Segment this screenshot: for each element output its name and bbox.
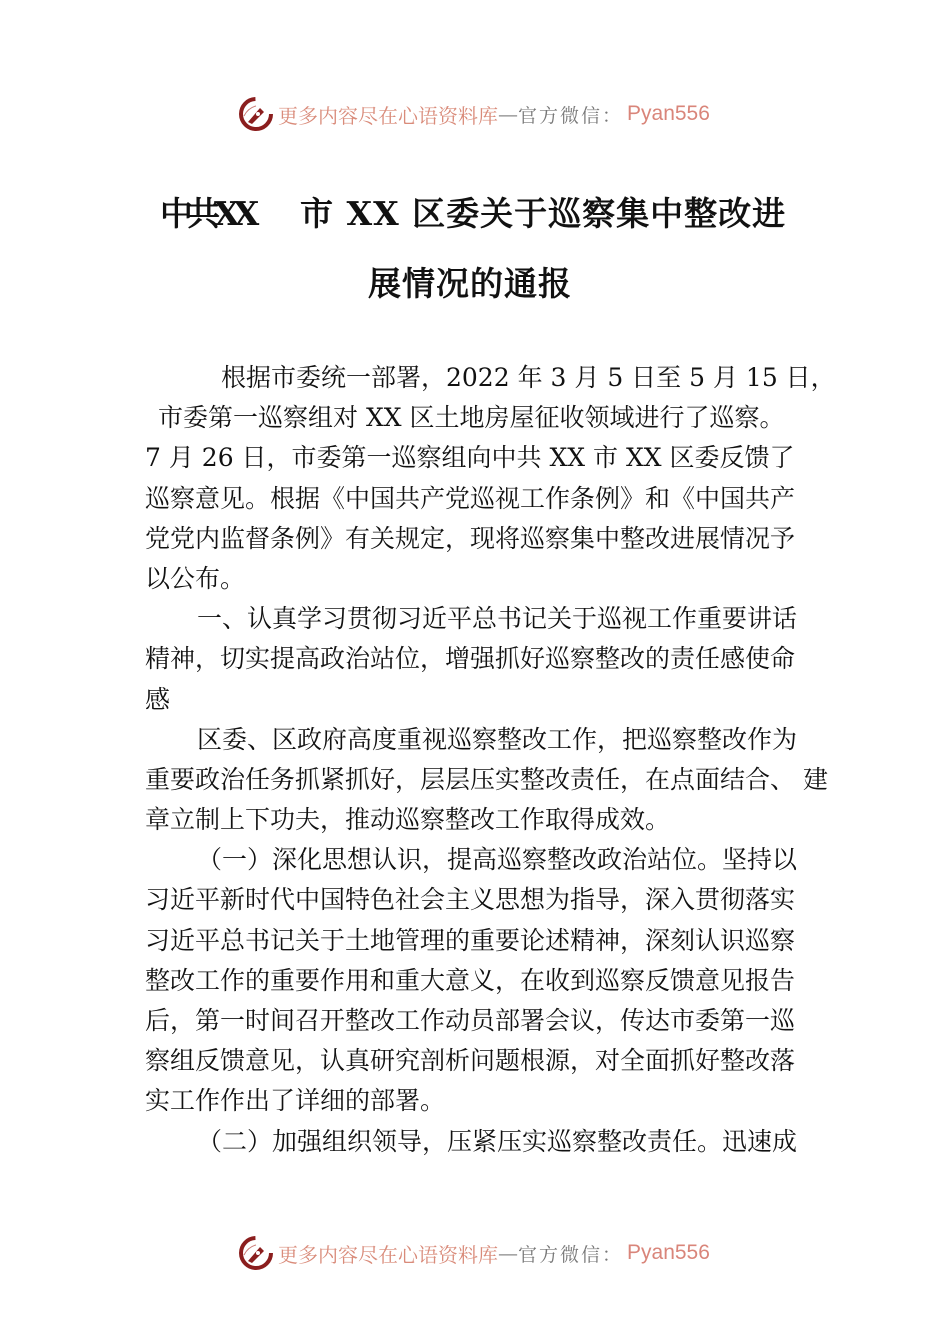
section-heading-1: 一、认真学习贯彻习近平总书记关于巡视工作重要讲话 <box>197 604 798 634</box>
banner-wechat-id: Pyan556 <box>627 1241 710 1264</box>
title-line-2-text: 展情况的通报 <box>368 264 572 303</box>
body-line: 习近平新时代中国特色社会主义思想为指导，深入贯彻落实 <box>145 885 796 915</box>
pen-nib-circle-icon <box>238 96 274 132</box>
body-line: 根据市委统一部署，2022 年 3 月 5 日至 5 月 15 日， <box>221 363 836 392</box>
body-line: 实工作作出了详细的部署。 <box>145 1086 446 1116</box>
body-line: 整改工作的重要作用和重大意义，在收到巡察反馈意见报告 <box>145 965 796 995</box>
header-watermark-banner <box>238 94 710 134</box>
body-line: 察组反馈意见，认真研究剖析问题根源，对全面抓好整改落 <box>145 1046 796 1076</box>
banner-wechat-label: 官方微信： <box>518 104 624 127</box>
banner-wechat-label: 官方微信： <box>518 1243 624 1266</box>
banner-dash: — <box>498 102 518 126</box>
banner-library-text: 更多内容尽在心语资料库 <box>278 1242 498 1267</box>
pen-nib-circle-icon <box>238 1235 274 1271</box>
title-garbled-prefix: 中共XX <box>160 194 254 233</box>
body-line: 党党内监督条例》有关规定，现将巡察集中整改进展情况予 <box>145 523 796 553</box>
body-line: 以公布。 <box>145 563 246 593</box>
banner-dash: — <box>498 1241 518 1265</box>
body-line: 7 月 26 日，市委第一巡察组向中共 XX 市 XX 区委反馈了 <box>145 443 795 473</box>
subsection-heading-2: （二）加强组织领导，压紧压实巡察整改责任。迅速成 <box>197 1126 798 1156</box>
body-line: 区委、区政府高度重视巡察整改工作，把巡察整改作为 <box>197 724 798 754</box>
body-line: 重要政治任务抓紧抓好，层层压实整改责任，在点面结合、 建 <box>145 764 828 794</box>
body-line: 精神，切实提高政治站位，增强抓好巡察整改的责任感使命 <box>145 644 796 674</box>
body-line: 章立制上下功夫，推动巡察整改工作取得成效。 <box>145 805 671 835</box>
title-line-1-text: 市 XX 区委关于巡察集中整改进 <box>300 194 787 233</box>
body-line: 习近平总书记关于土地管理的重要论述精神，深刻认识巡察 <box>145 925 796 955</box>
footer-watermark-banner <box>238 1233 710 1273</box>
subsection-heading-1: （一）深化思想认识，提高巡察整改政治站位。坚持以 <box>197 845 798 875</box>
body-line: 市委第一巡察组对 XX 区土地房屋征收领域进行了巡察。 <box>158 403 785 433</box>
banner-wechat-id: Pyan556 <box>627 102 710 125</box>
body-line: 后，第一时间召开整改工作动员部署会议，传达市委第一巡 <box>145 1006 796 1035</box>
document-body <box>145 358 836 1162</box>
body-line: 巡察意见。根据《中国共产党巡视工作条例》和《中国共产 <box>145 483 796 513</box>
body-line: 感 <box>145 684 171 714</box>
banner-library-text: 更多内容尽在心语资料库 <box>278 103 498 128</box>
